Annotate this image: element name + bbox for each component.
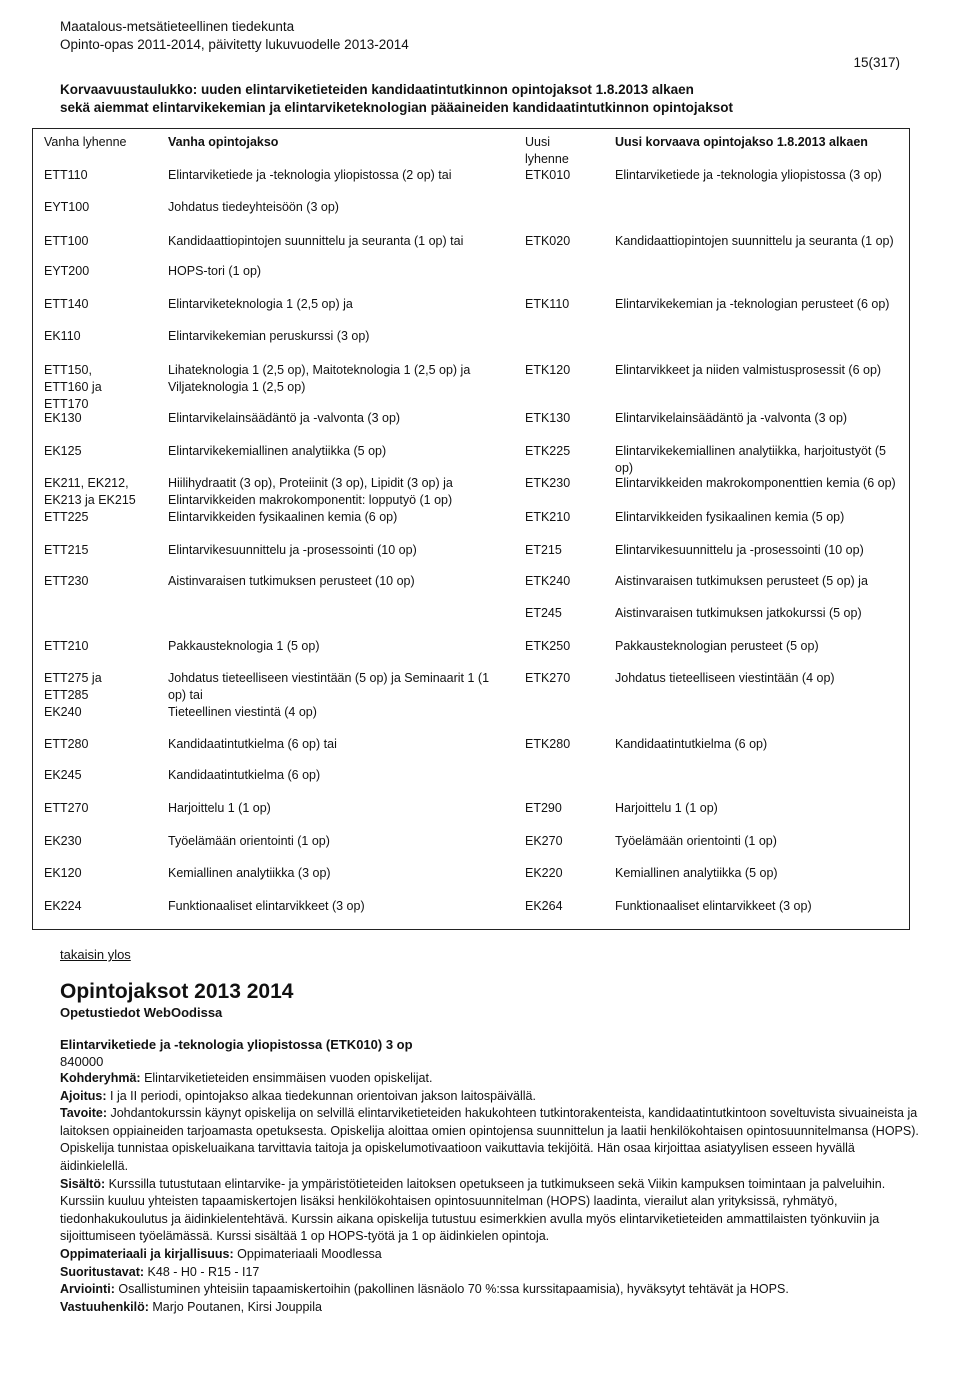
old-course: Tieteellinen viestintä (4 op) xyxy=(168,705,317,719)
old-code: ETT210 xyxy=(44,639,89,653)
old-course: Johdatus tieteelliseen viestintään (5 op) ja Seminaarit 1 (1 op) tai xyxy=(168,671,490,702)
header-new-course: Uusi korvaava opintojakso 1.8.2013 alkaen xyxy=(615,135,868,149)
old-code: EK245 xyxy=(44,768,82,782)
header-old-code: Vanha lyhenne xyxy=(44,135,127,149)
course-description xyxy=(60,1070,920,1316)
old-code: EK120 xyxy=(44,866,82,880)
old-course: Elintarvikkeiden fysikaalinen kemia (6 op) xyxy=(168,510,398,524)
old-course: Harjoittelu 1 (1 op) xyxy=(168,801,271,815)
old-course: Funktionaaliset elintarvikkeet (3 op) xyxy=(168,899,365,913)
old-code: ETT280 xyxy=(44,737,89,751)
new-code: EK264 xyxy=(525,899,563,913)
new-course: Elintarvikkeiden fysikaalinen kemia (5 op) xyxy=(615,510,845,524)
old-code: ETT225 xyxy=(44,510,89,524)
old-course: Aistinvaraisen tutkimuksen perusteet (10 op) xyxy=(168,574,415,588)
old-course: Elintarviketiede ja -teknologia yliopistossa (2 op) tai xyxy=(168,168,452,182)
new-course: Kemiallinen analytiikka (5 op) xyxy=(615,866,778,880)
old-code: ETT110 xyxy=(44,168,88,182)
table-title-line2: sekä aiemmat elintarvikekemian ja elintarviketeknologian pääaineiden kandidaatintutkinnon opintojaksot xyxy=(60,100,733,115)
old-code: ETT230 xyxy=(44,574,89,588)
new-code: ETK225 xyxy=(525,444,571,458)
field-responsible xyxy=(60,1299,920,1317)
field-assessment xyxy=(60,1281,920,1299)
new-course: Aistinvaraisen tutkimuksen jatkokurssi (5 op) xyxy=(615,606,862,620)
guide-title: Opinto-opas 2011-2014, päivitetty lukuvuodelle 2013-2014 xyxy=(60,37,409,52)
old-course: Elintarvikekemiallinen analytiikka (5 op) xyxy=(168,444,387,458)
new-course: Elintarvikekemiallinen analytiikka, harjoitustyöt (5 op) xyxy=(615,444,886,475)
old-code: EK130 xyxy=(44,411,82,425)
course-code: 840000 xyxy=(60,1054,104,1069)
field-label: Oppimateriaali ja kirjallisuus: xyxy=(60,1246,234,1261)
new-course: Kandidaatintutkielma (6 op) xyxy=(615,737,768,751)
old-code: EK110 xyxy=(44,329,81,343)
field-text: Johdantokurssin käynyt opiskelija on selvillä elintarviketieteiden hakukohteen tutkintorakenteista, kandidaatintutkintoon soveltuvista sivuaineista ja laitoksen oppiaineiden tarjoamasta opetuksesta. Opiskelija aloittaa omien opintojensa suunnittelun ja laatii henkilökohtaisen opintosuunnitelmansa (HOPS). Opiskelija tunnistaa opiskeluaikana tarvittavia taitoja ja opiskelumotivaatioon vaikuttavia tekijöitä. Hän osaa kirjoittaa asiatyylisen esseen hyvällä äidinkielellä. xyxy=(60,1106,919,1173)
field-materials xyxy=(60,1246,920,1264)
old-code: EK224 xyxy=(44,899,82,913)
field-label: Vastuuhenkilö: xyxy=(60,1299,149,1314)
new-code: ET245 xyxy=(525,606,562,620)
old-code: EYT100 xyxy=(44,200,90,214)
old-course: Kandidaatintutkielma (6 op) xyxy=(168,768,321,782)
new-course: Aistinvaraisen tutkimuksen perusteet (5 op) ja xyxy=(615,574,868,588)
new-code: ETK020 xyxy=(525,234,571,248)
equivalence-table xyxy=(32,128,910,930)
new-code: ETK010 xyxy=(525,168,571,182)
field-text: Kurssilla tutustutaan elintarvike- ja ympäristötieteiden laitoksen opetukseen ja tutkimukseen sekä Viikin kampuksen toimintaan ja palveluihin. Kurssiin kuuluu yhteisten tapaamiskertojen lisäksi henkilökohtaisen opintosuunnitelman (HOPS) laadinta, vierailut alan yrityksissä, ryhmätyö, tiedonhakukoulutus ja äidinkielentehtävä. Kurssin aikana opiskelija tutustuu esimerkkien avulla myös elintarviketieteiden ammattilaisten työnkuviin ja sijoittumiseen työelämässä. Kurssi sisältää 1 op HOPS-työtä ja 1 op äidinkielen opintoja. xyxy=(60,1176,886,1244)
old-code: ETT275 ja ETT285 xyxy=(44,671,102,702)
new-course: Elintarvikelainsäädäntö ja -valvonta (3 op) xyxy=(615,411,848,425)
old-code: EK240 xyxy=(44,705,82,719)
field-label: Tavoite: xyxy=(60,1106,107,1121)
old-course: Johdatus tiedeyhteisöön (3 op) xyxy=(168,200,339,214)
new-code: ETK210 xyxy=(525,510,571,524)
field-text: Marjo Poutanen, Kirsi Jouppila xyxy=(152,1299,322,1314)
new-code: ETK280 xyxy=(525,737,571,751)
old-course: Elintarvikesuunnittelu ja -prosessointi (10 op) xyxy=(168,543,417,557)
field-label: Ajoitus: xyxy=(60,1088,107,1103)
field-text: I ja II periodi, opintojakso alkaa tiedekunnan orientoivan jakson laitospäivällä. xyxy=(110,1088,536,1103)
header-new-code: Uusi lyhenne xyxy=(525,135,569,166)
old-code: ETT270 xyxy=(44,801,89,815)
old-code: EK230 xyxy=(44,834,82,848)
field-label: Kohderyhmä: xyxy=(60,1071,141,1085)
field-label: Sisältö: xyxy=(60,1176,106,1191)
table-title-line1: Korvaavuustaulukko: uuden elintarviketieteiden kandidaatintutkinnon opintojaksot 1.8.2013 alkaen xyxy=(60,82,694,97)
old-code: EYT200 xyxy=(44,264,90,278)
back-to-top-link[interactable]: takaisin ylos xyxy=(60,947,131,962)
field-target-group xyxy=(60,1070,920,1088)
old-course: Lihateknologia 1 (2,5 op), Maitoteknologia 1 (2,5 op) ja Viljateknologia 1 (2,5 op) xyxy=(168,363,471,394)
field-content xyxy=(60,1176,920,1246)
new-course: Elintarvikesuunnittelu ja -prosessointi (10 op) xyxy=(615,543,864,557)
section-title: Opintojaksot 2013 2014 xyxy=(60,980,294,1003)
new-code: ETK230 xyxy=(525,476,571,490)
new-course: Elintarvikkeiden makrokomponenttien kemia (6 op) xyxy=(615,476,896,490)
new-code: EK220 xyxy=(525,866,563,880)
new-course: Työelämään orientointi (1 op) xyxy=(615,834,777,848)
old-code: EK125 xyxy=(44,444,82,458)
new-course: Pakkausteknologian perusteet (5 op) xyxy=(615,639,819,653)
new-course: Kandidaattiopintojen suunnittelu ja seuranta (1 op) xyxy=(615,234,894,248)
new-course: Funktionaaliset elintarvikkeet (3 op) xyxy=(615,899,812,913)
old-course: Kandidaattiopintojen suunnittelu ja seuranta (1 op) tai xyxy=(168,234,464,248)
field-text: Oppimateriaali Moodlessa xyxy=(237,1246,382,1261)
new-code: ETK270 xyxy=(525,671,571,685)
new-code: ETK250 xyxy=(525,639,571,653)
old-course: Kandidaatintutkielma (6 op) tai xyxy=(168,737,337,751)
section-subtitle: Opetustiedot WebOodissa xyxy=(60,1005,223,1020)
field-label: Suoritustavat: xyxy=(60,1264,145,1279)
new-course: Elintarvikekemian ja -teknologian perusteet (6 op) xyxy=(615,297,890,311)
new-code: ETK110 xyxy=(525,297,570,311)
old-code: ETT215 xyxy=(44,543,89,557)
old-course: Elintarviketeknologia 1 (2,5 op) ja xyxy=(168,297,353,311)
field-completion xyxy=(60,1264,920,1282)
new-code: ET215 xyxy=(525,543,562,557)
new-code: ETK240 xyxy=(525,574,571,588)
old-course: Elintarvikekemian peruskurssi (3 op) xyxy=(168,329,370,343)
course-title: Elintarviketiede ja -teknologia yliopistossa (ETK010) 3 op xyxy=(60,1037,413,1052)
old-course: Elintarvikelainsäädäntö ja -valvonta (3 op) xyxy=(168,411,401,425)
field-text: K48 - H0 - R15 - I17 xyxy=(147,1264,260,1279)
field-objective xyxy=(60,1105,920,1175)
new-course: Harjoittelu 1 (1 op) xyxy=(615,801,718,815)
new-course: Elintarviketiede ja -teknologia yliopistossa (3 op) xyxy=(615,168,882,182)
old-code: ETT150, ETT160 ja ETT170 xyxy=(44,363,102,411)
old-code: ETT140 xyxy=(44,297,89,311)
new-code: EK270 xyxy=(525,834,563,848)
old-course: Hiilihydraatit (3 op), Proteiinit (3 op), Lipidit (3 op) ja Elintarvikkeiden makrokomponentit: lopputyö (1 op) xyxy=(168,476,453,507)
old-course: Työelämään orientointi (1 op) xyxy=(168,834,330,848)
new-course: Johdatus tieteelliseen viestintään (4 op) xyxy=(615,671,835,685)
old-code: ETT100 xyxy=(44,234,89,248)
faculty-name: Maatalous-metsätieteellinen tiedekunta xyxy=(60,19,295,34)
new-code: ETK120 xyxy=(525,363,571,377)
new-course: Elintarvikkeet ja niiden valmistusprosessit (6 op) xyxy=(615,363,882,377)
field-timing xyxy=(60,1088,920,1106)
old-course: Kemiallinen analytiikka (3 op) xyxy=(168,866,331,880)
old-course: Pakkausteknologia 1 (5 op) xyxy=(168,639,320,653)
page-number: 15(317) xyxy=(853,55,900,70)
new-code: ET290 xyxy=(525,801,562,815)
header-old-course: Vanha opintojakso xyxy=(168,135,279,149)
new-code: ETK130 xyxy=(525,411,571,425)
field-text: Osallistuminen yhteisiin tapaamiskertoihin (pakollinen läsnäolo 70 %:ssa kurssitapaamisia), hyväksytyt tehtävät ja HOPS. xyxy=(118,1282,789,1297)
field-label: Arviointi: xyxy=(60,1282,115,1297)
old-course: HOPS-tori (1 op) xyxy=(168,264,262,278)
old-code: EK211, EK212, EK213 ja EK215 xyxy=(44,476,136,507)
field-text: Elintarviketieteiden ensimmäisen vuoden opiskelijat. xyxy=(144,1071,433,1085)
